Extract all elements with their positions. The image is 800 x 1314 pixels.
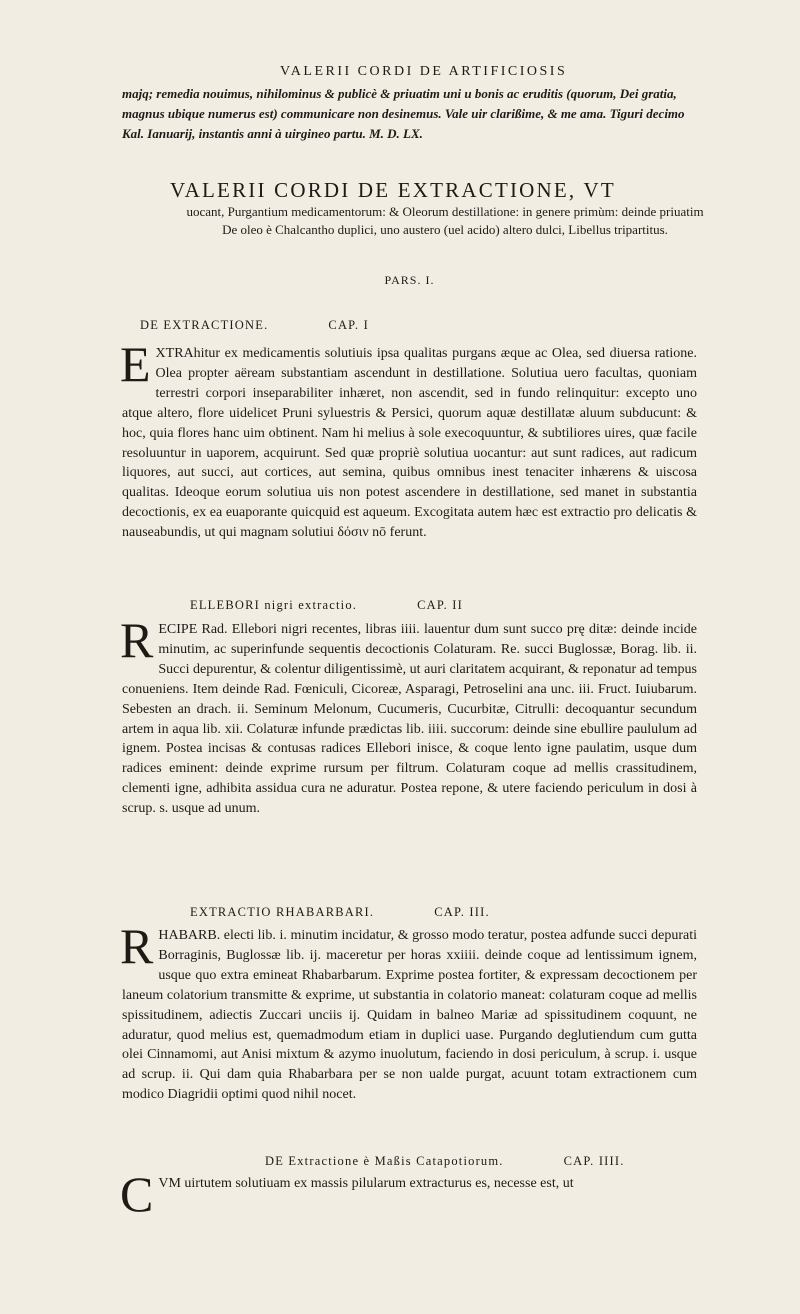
- chapter-title: DE EXTRACTIONE.: [140, 318, 269, 332]
- drop-cap: C: [120, 1166, 154, 1222]
- drop-cap: R: [120, 918, 154, 974]
- chapter-title: DE Extractione è Maßis Catapotiorum.: [265, 1154, 504, 1168]
- chapter-heading-1: [140, 318, 369, 333]
- chapter-number: CAP. II: [417, 598, 464, 612]
- chapter-number: CAP. IIII.: [563, 1154, 625, 1168]
- treatise-subtitle: uocant, Purgantium medicamentorum: & Oleorum destillatione: in genere primùm: deinde priuatim De oleo è Chalcantho duplici, uno austero (uel acido) altero dulci, Libellus tripartitus.: [186, 204, 704, 237]
- chapter-title: EXTRACTIO RHABARBARI.: [190, 905, 375, 919]
- chapter-heading-2: [190, 598, 463, 613]
- running-head: VALERII CORDI DE ARTIFICIOSIS: [280, 64, 568, 79]
- chapter-number: CAP. III.: [434, 905, 490, 919]
- chapter-title: ELLEBORI nigri extractio.: [190, 598, 358, 612]
- chapter-body: HABARB. electi lib. i. minutim incidatur, & grosso modo teratur, postea adfunde succi depurati Borraginis, Buglossæ lib. ij. maceretur per horas xxiiii. deinde coque ad lentissimum ignem, usque quo extra emineat Rhabarbarum. Exprime postea fortiter, & expressam decoctionem per laneum colatorium transmitte & exprime, ut substantia in colatorio maneat: colaturam coque ad mellis spissitudinem, adiectis Zuccari unciis ij. Quidam in balneo Mariæ ad spissitudinem coquunt, ne aduratur, quod melius est, quemadmodum etiam in duplici uase. Purgando deglutiendum cum gutta olei Cinnamomi, aut Anisi mixtum & azymo inuolutum, faciendo in dosi periculum, à scrup. i. usque ad scrup. ii. Qui dam quia Rhabarbara per se non ualde purgat, acuunt totam extractionem cum modico Diagridii optimi quod nihil nocet.: [122, 928, 697, 1103]
- chapter-heading-4: [265, 1154, 625, 1169]
- chapter-text-3: [120, 918, 697, 1146]
- chapter-number: CAP. I: [328, 318, 369, 332]
- chapter-text-1: [120, 336, 697, 602]
- intro-paragraph: majq; remedia nouimus, nihilominus & publicè & priuatim uni u bonis ac eruditis (quorum, Dei gratia, magnus ubique numerus est) communicare non desinemus. Vale uir clarißime, & me ama. Tiguri decimo Kal. Ianuarij, instantis anni à uirgineo partu. M. D. LX.: [122, 86, 685, 141]
- chapter-body: XTRAhitur ex medicamentis solutiuis ipsa qualitas purgans æque ac Olea, sed diuersa ratione. Olea propter aëream substantiam ascendunt in destillatione. Solutiua uero facultas, quoniam terrestri corpori inseparabiliter inhæret, non ascendit, sed in fundo relinquitur: excepto uno atque altero, flore uidelicet Pruni syluestris & Persici, quorum aquæ destillatæ aluum subducunt: & hoc, quia flores hanc uim obtinent. Nam hi melius à sole execoquuntur, & subtiliores uires, quæ facile resoluuntur in uaporem, acquirunt. Sed quæ propriè solutiua uocantur: aut sunt radices, aut radicum liquores, aut succi, aut cortices, aut semina, quibus omnibus inest tenaciter inhærens & uiscosa qualitas. Ideoque eorum solutiua uis non potest ascendere in destillatione, sed manet in substantia decoctionis, ex ea euaporante quicquid est aqueum. Excogitata autem hæc est extractio pro delicatis & nauseabundis, ut qui magnam solutiui δόσιν nō ferunt.: [122, 346, 697, 541]
- chapter-text-4: [120, 1166, 697, 1234]
- chapter-body: VM uirtutem solutiuam ex massis pilularum extracturus es, necesse est, ut: [158, 1176, 574, 1191]
- chapter-text-2: [120, 612, 697, 903]
- treatise-title: VALERII CORDI DE EXTRACTIONE, VT: [170, 178, 616, 202]
- chapter-heading-3: [190, 905, 490, 920]
- drop-cap: E: [120, 336, 151, 392]
- chapter-body: ECIPE Rad. Ellebori nigri recentes, libras iiii. lauentur dum sunt succo prę ditæ: deinde incide minutim, ac superinfunde sequentis decoctionis Colaturam. Re. succi Buglossæ, Borag. lib. ii. Succi depurentur, & colentur diligentissimè, ut auri claritatem acquirant, & reponatur ad tempus conueniens. Item deinde Rad. Fœniculi, Cicoreæ, Asparagi, Petroselini ana unc. iii. Fruct. Iuiubarum. Sebesten an drach. ii. Seminum Melonum, Cucumeris, Cucurbitæ, Citrulli: decoquantur secundum artem in aqua lib. xii. Colaturæ infunde prædictas lib. iiii. succorum: deinde sine ebullire paululum ad ignem. Postea incisas & contusas radices Ellebori inisce, & coque lento igne paulatim, usque dum radices eminent: deinde exprime rursum per filtrum. Colaturam coque ad mellis crassitudinem, clementi igne, adhibita assidua cura ne aduratur. Postea repone, & utere faciendo periculum in dosi à scrup. s. usque ad unum.: [122, 622, 697, 817]
- part-label: PARS. I.: [384, 273, 435, 287]
- drop-cap: R: [120, 612, 154, 668]
